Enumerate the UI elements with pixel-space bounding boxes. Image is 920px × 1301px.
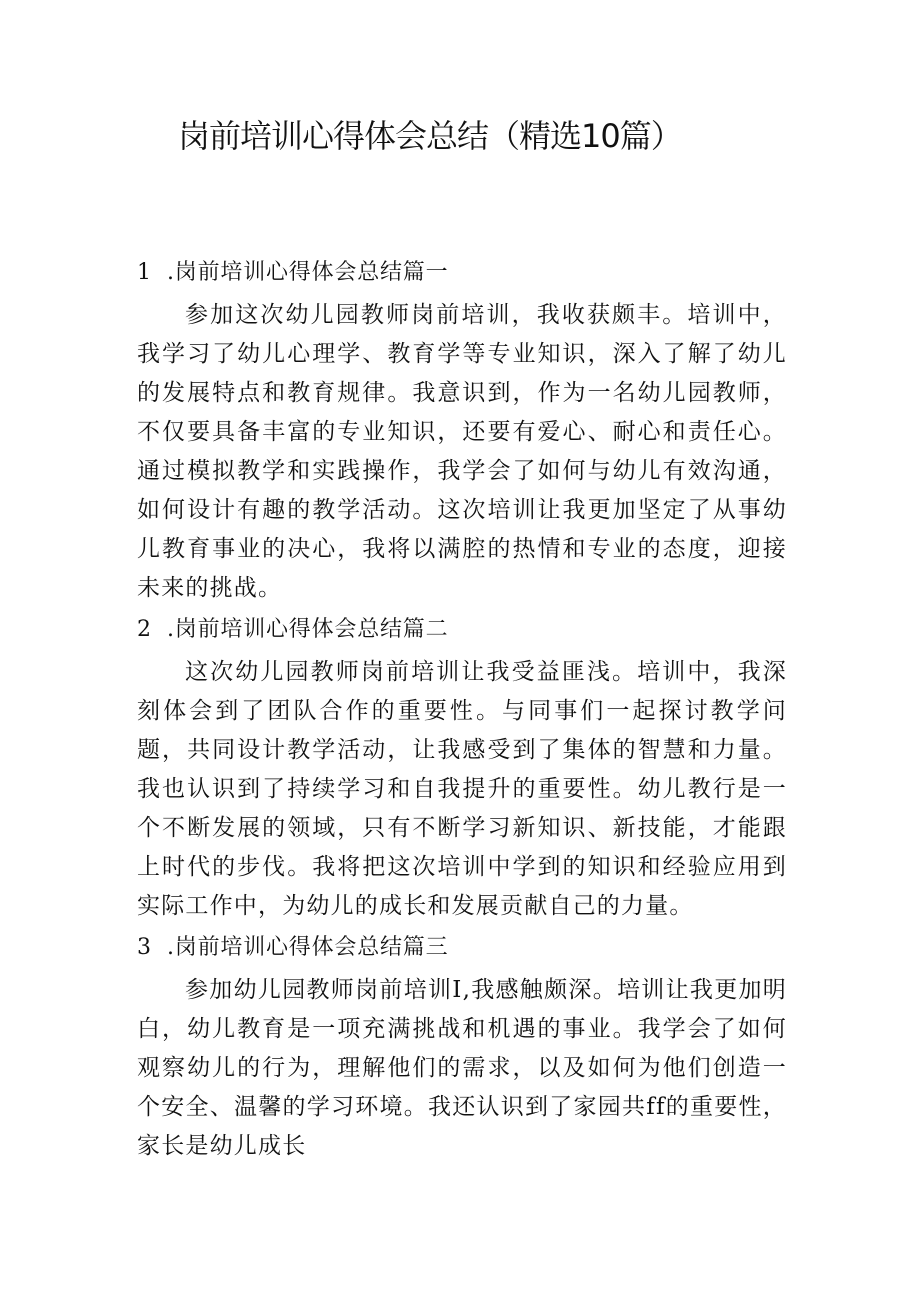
section-number: 2 <box>137 617 152 642</box>
section-paragraph: 这次幼儿园教师岗前培训让我受益匪浅。培训中，我深刻体会到了团队合作的重要性。与同事们一起探讨教学问题，共同设计教学活动，让我感受到了集体的智慧和力量。我也认识到了持续学习和自我提升的重要性。幼儿教行是一个不断发展的领域，只有不断学习新知识、新技能，才能跟上时代的步伐。我将把这次培训中学到的知识和经验应用到实际工作中，为幼儿的成长和发展贡献自己的力量。 <box>137 659 787 919</box>
section-paragraph: 参加幼儿园教师岗前培训I,我感触颇深。培训让我更加明白，幼儿教育是一项充满挑战和机遇的事业。我学会了如何观察幼儿的行为，理解他们的需求，以及如何为他们创造一个安全、温馨的学习环境。我还认识到了家园共ff的重要性，家长是幼儿成长 <box>137 977 787 1159</box>
section-heading-text: .岗前培训心得体会总结篇一 <box>167 260 449 285</box>
section-number: 3 <box>137 935 152 960</box>
section-heading <box>137 928 787 967</box>
section-paragraph: 参加这次幼儿园教师岗前培训，我收获颇丰。培训中，我学习了幼儿心理学、教育学等专业知识，深入了解了幼儿的发展特点和教育规律。我意识到，作为一名幼儿园教师，不仅要具备丰富的专业知识，还要有爱心、耐心和责任心。通过模拟教学和实践操作，我学会了如何与幼儿有效沟通，如何设计有趣的教学活动。这次培训让我更加坚定了从事幼儿教育事业的决心，我将以满腔的热情和专业的态度，迎接未来的挑战。 <box>137 302 787 601</box>
section-heading-text: .岗前培训心得体会总结篇三 <box>167 935 449 960</box>
section-number: 1 <box>137 260 152 285</box>
section-1 <box>137 253 787 608</box>
section-3 <box>137 928 787 1166</box>
section-heading-text: .岗前培训心得体会总结篇二 <box>167 617 449 642</box>
section-heading <box>137 253 787 292</box>
section-heading <box>137 610 787 649</box>
section-2 <box>137 610 787 926</box>
document-title: 岗前培训心得体会总结（精选10篇） <box>178 117 682 155</box>
document-body <box>137 253 787 1166</box>
